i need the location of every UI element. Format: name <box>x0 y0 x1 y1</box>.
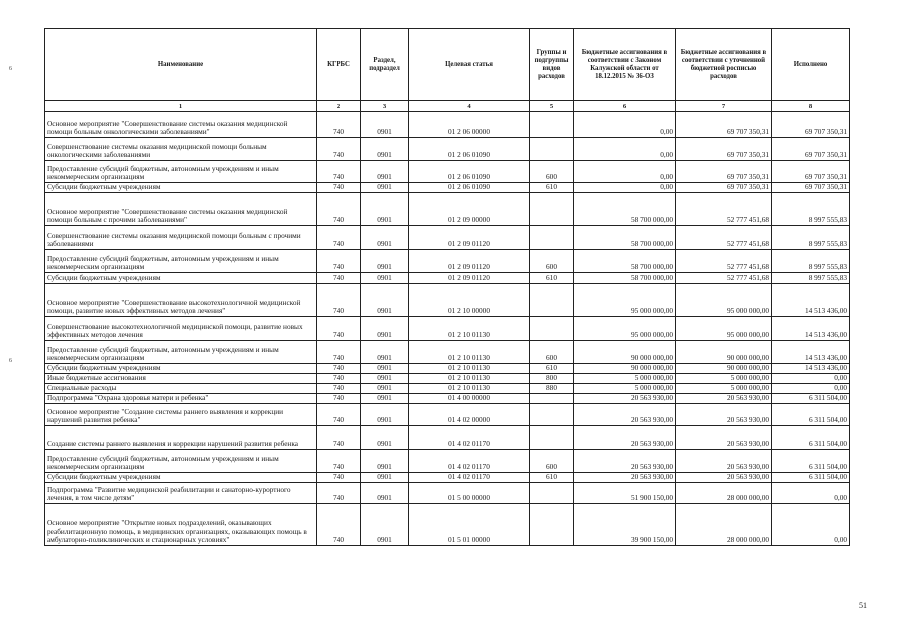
cell-executed: 6 311 504,00 <box>772 426 850 450</box>
cell-name: Субсидии бюджетным учреждениям <box>45 183 317 193</box>
cell-razdel: 0901 <box>361 250 409 273</box>
cell-group: 600 <box>530 450 574 473</box>
budget-table <box>44 28 850 546</box>
cell-budget-refined: 28 000 000,00 <box>676 504 772 546</box>
header-budget-law: Бюджетные ассигнования в соответствии с Законом Калужской области от 18.12.2015 № 36-ОЗ <box>574 29 676 101</box>
cell-kgrbs: 740 <box>317 250 361 273</box>
cell-kgrbs: 740 <box>317 364 361 374</box>
cell-target: 01 2 06 01090 <box>409 161 530 183</box>
table-row <box>45 273 850 284</box>
cell-executed: 14 513 436,00 <box>772 364 850 374</box>
cell-executed: 8 997 555,83 <box>772 226 850 250</box>
cell-target: 01 5 00 00000 <box>409 483 530 504</box>
cell-group: 610 <box>530 183 574 193</box>
cell-group: 610 <box>530 364 574 374</box>
table-row <box>45 183 850 193</box>
cell-budget-law: 0,00 <box>574 161 676 183</box>
cell-kgrbs: 740 <box>317 183 361 193</box>
cell-budget-law: 0,00 <box>574 138 676 161</box>
cell-target: 01 2 10 01130 <box>409 374 530 384</box>
table-row <box>45 250 850 273</box>
table-row <box>45 193 850 226</box>
table-row <box>45 384 850 394</box>
cell-target: 01 2 06 01090 <box>409 138 530 161</box>
cell-target: 01 2 10 00000 <box>409 284 530 317</box>
cell-name: Основное мероприятие "Совершенствование высокотехнологичной медицинской помощи, развитие новых эффективных методов лечения" <box>45 284 317 317</box>
cell-executed: 6 311 504,00 <box>772 450 850 473</box>
cell-target: 01 4 00 00000 <box>409 394 530 404</box>
cell-budget-refined: 52 777 451,68 <box>676 273 772 284</box>
cell-executed: 14 513 436,00 <box>772 341 850 364</box>
cell-executed: 8 997 555,83 <box>772 273 850 284</box>
header-budget-refined: Бюджетные ассигнования в соответствии с уточненной бюджетной росписью расходов <box>676 29 772 101</box>
cell-name: Основное мероприятие "Открытие новых подразделений, оказывающих реабилитационную помощь, в медицинских организациях, оказывающих помощь в амбулаторно-поликлинических и стационарных условиях" <box>45 504 317 546</box>
table-row <box>45 317 850 341</box>
cell-name: Предоставление субсидий бюджетным, автономным учреждениям и иным некоммерческим организациям <box>45 341 317 364</box>
cell-budget-law: 0,00 <box>574 183 676 193</box>
cell-budget-refined: 69 707 350,31 <box>676 161 772 183</box>
cell-razdel: 0901 <box>361 183 409 193</box>
column-number-row <box>45 101 850 112</box>
column-number: 1 <box>45 101 317 112</box>
cell-razdel: 0901 <box>361 384 409 394</box>
cell-kgrbs: 740 <box>317 504 361 546</box>
header-kgrbs: КГРБС <box>317 29 361 101</box>
cell-kgrbs: 740 <box>317 226 361 250</box>
cell-name: Основное мероприятие "Совершенствование системы оказания медицинской помощи больным онкологическими заболеваниями" <box>45 112 317 138</box>
table-row <box>45 364 850 374</box>
cell-executed: 0,00 <box>772 483 850 504</box>
cell-executed: 8 997 555,83 <box>772 250 850 273</box>
cell-target: 01 2 10 01130 <box>409 341 530 364</box>
cell-budget-refined: 20 563 930,00 <box>676 404 772 426</box>
cell-razdel: 0901 <box>361 504 409 546</box>
cell-budget-law: 95 000 000,00 <box>574 317 676 341</box>
cell-target: 01 5 01 00000 <box>409 504 530 546</box>
cell-name: Создание системы раннего выявления и коррекции нарушений развития ребенка <box>45 426 317 450</box>
cell-razdel: 0901 <box>361 193 409 226</box>
table-row <box>45 404 850 426</box>
table-row <box>45 161 850 183</box>
cell-executed: 0,00 <box>772 374 850 384</box>
cell-budget-law: 58 700 000,00 <box>574 193 676 226</box>
cell-group: 800 <box>530 374 574 384</box>
cell-kgrbs: 740 <box>317 450 361 473</box>
table-body <box>45 112 850 546</box>
cell-executed: 6 311 504,00 <box>772 473 850 483</box>
cell-group: 600 <box>530 250 574 273</box>
cell-executed: 69 707 350,31 <box>772 183 850 193</box>
cell-name: Специальные расходы <box>45 384 317 394</box>
header-target: Целевая статья <box>409 29 530 101</box>
header-groups: Группы и подгруппы видов расходов <box>530 29 574 101</box>
cell-budget-law: 0,00 <box>574 112 676 138</box>
cell-budget-law: 90 000 000,00 <box>574 364 676 374</box>
column-number: 2 <box>317 101 361 112</box>
cell-name: Основное мероприятие "Совершенствование системы оказания медицинской помощи больным с прочими заболеваниями" <box>45 193 317 226</box>
table-row <box>45 112 850 138</box>
cell-razdel: 0901 <box>361 138 409 161</box>
cell-budget-law: 20 563 930,00 <box>574 394 676 404</box>
cell-executed: 6 311 504,00 <box>772 404 850 426</box>
cell-executed: 6 311 504,00 <box>772 394 850 404</box>
column-number: 8 <box>772 101 850 112</box>
cell-kgrbs: 740 <box>317 473 361 483</box>
cell-razdel: 0901 <box>361 317 409 341</box>
cell-target: 01 4 02 01170 <box>409 473 530 483</box>
cell-group: 600 <box>530 161 574 183</box>
cell-kgrbs: 740 <box>317 374 361 384</box>
cell-executed: 69 707 350,31 <box>772 138 850 161</box>
cell-budget-law: 58 700 000,00 <box>574 273 676 284</box>
cell-budget-refined: 5 000 000,00 <box>676 384 772 394</box>
cell-kgrbs: 740 <box>317 273 361 284</box>
cell-executed: 0,00 <box>772 384 850 394</box>
table-header-row <box>45 29 850 101</box>
cell-kgrbs: 740 <box>317 317 361 341</box>
cell-razdel: 0901 <box>361 284 409 317</box>
cell-budget-law: 5 000 000,00 <box>574 384 676 394</box>
cell-group <box>530 483 574 504</box>
header-name: Наименование <box>45 29 317 101</box>
cell-name: Предоставление субсидий бюджетным, автономным учреждениям и иным некоммерческим организациям <box>45 161 317 183</box>
cell-name: Субсидии бюджетным учреждениям <box>45 273 317 284</box>
cell-kgrbs: 740 <box>317 341 361 364</box>
header-executed: Исполнено <box>772 29 850 101</box>
column-number: 4 <box>409 101 530 112</box>
cell-name: Предоставление субсидий бюджетным, автономным учреждениям и иным некоммерческим организациям <box>45 450 317 473</box>
cell-executed: 14 513 436,00 <box>772 284 850 317</box>
cell-budget-law: 95 000 000,00 <box>574 284 676 317</box>
cell-budget-refined: 52 777 451,68 <box>676 193 772 226</box>
cell-name: Совершенствование системы оказания медицинской помощи больным онкологическими заболеваниями <box>45 138 317 161</box>
cell-budget-law: 58 700 000,00 <box>574 226 676 250</box>
cell-target: 01 2 09 01120 <box>409 226 530 250</box>
cell-target: 01 4 02 01170 <box>409 450 530 473</box>
cell-budget-law: 90 000 000,00 <box>574 341 676 364</box>
cell-budget-refined: 20 563 930,00 <box>676 473 772 483</box>
cell-budget-law: 39 900 150,00 <box>574 504 676 546</box>
cell-kgrbs: 740 <box>317 193 361 226</box>
header-razdel: Раздел, подраздел <box>361 29 409 101</box>
cell-kgrbs: 740 <box>317 483 361 504</box>
cell-kgrbs: 740 <box>317 394 361 404</box>
cell-name: Совершенствование высокотехнологичной медицинской помощи, развитие новых эффективных методов лечения <box>45 317 317 341</box>
cell-target: 01 2 09 01120 <box>409 273 530 284</box>
cell-target: 01 2 09 01120 <box>409 250 530 273</box>
table-row <box>45 473 850 483</box>
cell-budget-refined: 69 707 350,31 <box>676 112 772 138</box>
cell-name: Подпрограмма "Охрана здоровья матери и ребенка" <box>45 394 317 404</box>
cell-group <box>530 504 574 546</box>
cell-name: Субсидии бюджетным учреждениям <box>45 364 317 374</box>
cell-target: 01 2 10 01130 <box>409 384 530 394</box>
cell-razdel: 0901 <box>361 112 409 138</box>
cell-budget-refined: 52 777 451,68 <box>676 226 772 250</box>
column-number: 5 <box>530 101 574 112</box>
cell-group: 880 <box>530 384 574 394</box>
cell-target: 01 2 10 01130 <box>409 317 530 341</box>
table-row <box>45 426 850 450</box>
table-row <box>45 226 850 250</box>
table-row <box>45 504 850 546</box>
cell-budget-refined: 52 777 451,68 <box>676 250 772 273</box>
cell-executed: 0,00 <box>772 504 850 546</box>
cell-budget-refined: 20 563 930,00 <box>676 394 772 404</box>
cell-group <box>530 226 574 250</box>
cell-razdel: 0901 <box>361 394 409 404</box>
cell-budget-refined: 90 000 000,00 <box>676 341 772 364</box>
cell-target: 01 2 09 00000 <box>409 193 530 226</box>
cell-group <box>530 394 574 404</box>
cell-group <box>530 317 574 341</box>
cell-name: Подпрограмма "Развитие медицинской реабилитации и санаторно-курортного лечения, в том числе детям" <box>45 483 317 504</box>
table-row <box>45 394 850 404</box>
cell-razdel: 0901 <box>361 483 409 504</box>
cell-razdel: 0901 <box>361 450 409 473</box>
margin-mark: 6 <box>9 66 12 72</box>
cell-group <box>530 426 574 450</box>
cell-budget-law: 20 563 930,00 <box>574 404 676 426</box>
cell-target: 01 4 02 00000 <box>409 404 530 426</box>
table-row <box>45 341 850 364</box>
cell-name: Субсидии бюджетным учреждениям <box>45 473 317 483</box>
cell-budget-law: 51 900 150,00 <box>574 483 676 504</box>
cell-group <box>530 193 574 226</box>
cell-kgrbs: 740 <box>317 426 361 450</box>
page-number: 51 <box>859 601 867 610</box>
column-number: 6 <box>574 101 676 112</box>
cell-executed: 69 707 350,31 <box>772 161 850 183</box>
cell-kgrbs: 740 <box>317 138 361 161</box>
cell-group: 610 <box>530 473 574 483</box>
cell-razdel: 0901 <box>361 426 409 450</box>
cell-executed: 8 997 555,83 <box>772 193 850 226</box>
cell-target: 01 2 10 01130 <box>409 364 530 374</box>
cell-budget-refined: 28 000 000,00 <box>676 483 772 504</box>
cell-kgrbs: 740 <box>317 112 361 138</box>
cell-budget-law: 20 563 930,00 <box>574 473 676 483</box>
cell-name: Предоставление субсидий бюджетным, автономным учреждениям и иным некоммерческим организациям <box>45 250 317 273</box>
column-number: 3 <box>361 101 409 112</box>
cell-budget-refined: 95 000 000,00 <box>676 317 772 341</box>
cell-budget-law: 20 563 930,00 <box>574 426 676 450</box>
cell-executed: 69 707 350,31 <box>772 112 850 138</box>
cell-razdel: 0901 <box>361 374 409 384</box>
cell-group: 600 <box>530 341 574 364</box>
table-row <box>45 138 850 161</box>
cell-budget-refined: 69 707 350,31 <box>676 138 772 161</box>
cell-budget-law: 5 000 000,00 <box>574 374 676 384</box>
cell-razdel: 0901 <box>361 273 409 284</box>
cell-budget-law: 58 700 000,00 <box>574 250 676 273</box>
cell-budget-refined: 90 000 000,00 <box>676 364 772 374</box>
cell-budget-refined: 20 563 930,00 <box>676 426 772 450</box>
cell-razdel: 0901 <box>361 341 409 364</box>
cell-name: Основное мероприятие "Создание системы раннего выявления и коррекции нарушений развития ребенка" <box>45 404 317 426</box>
cell-razdel: 0901 <box>361 226 409 250</box>
cell-razdel: 0901 <box>361 364 409 374</box>
cell-executed: 14 513 436,00 <box>772 317 850 341</box>
table-row <box>45 284 850 317</box>
cell-kgrbs: 740 <box>317 404 361 426</box>
cell-razdel: 0901 <box>361 473 409 483</box>
table-row <box>45 374 850 384</box>
cell-group <box>530 112 574 138</box>
cell-name: Совершенствование системы оказания медицинской помощи больным с прочими заболеваниями <box>45 226 317 250</box>
cell-kgrbs: 740 <box>317 384 361 394</box>
cell-budget-refined: 69 707 350,31 <box>676 183 772 193</box>
cell-group <box>530 404 574 426</box>
margin-mark: 6 <box>9 358 12 364</box>
cell-group <box>530 284 574 317</box>
cell-razdel: 0901 <box>361 161 409 183</box>
cell-razdel: 0901 <box>361 404 409 426</box>
column-number: 7 <box>676 101 772 112</box>
cell-group: 610 <box>530 273 574 284</box>
cell-name: Иные бюджетные ассигнования <box>45 374 317 384</box>
cell-target: 01 4 02 01170 <box>409 426 530 450</box>
cell-kgrbs: 740 <box>317 161 361 183</box>
cell-kgrbs: 740 <box>317 284 361 317</box>
cell-target: 01 2 06 00000 <box>409 112 530 138</box>
table-row <box>45 450 850 473</box>
cell-target: 01 2 06 01090 <box>409 183 530 193</box>
cell-budget-law: 20 563 930,00 <box>574 450 676 473</box>
cell-group <box>530 138 574 161</box>
cell-budget-refined: 20 563 930,00 <box>676 450 772 473</box>
cell-budget-refined: 95 000 000,00 <box>676 284 772 317</box>
cell-budget-refined: 5 000 000,00 <box>676 374 772 384</box>
table-row <box>45 483 850 504</box>
